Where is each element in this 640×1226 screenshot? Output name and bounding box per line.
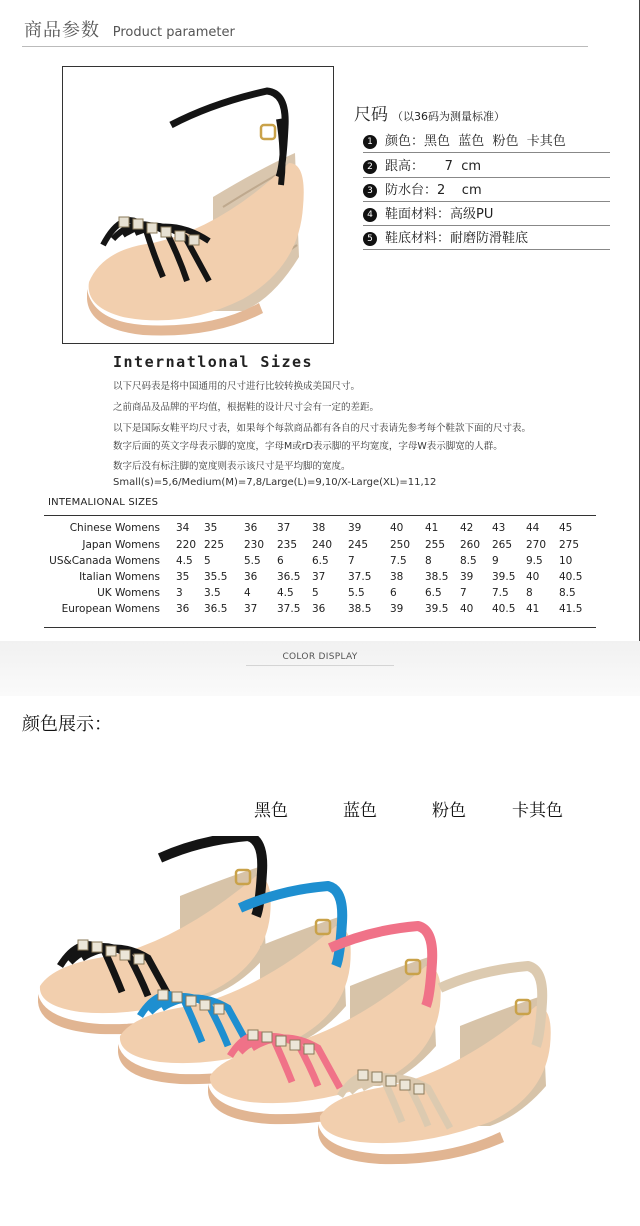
size-value-cell: 7 xyxy=(348,555,355,567)
size-value-cell: 3 xyxy=(176,587,183,599)
size-value-cell: 36.5 xyxy=(277,571,301,583)
size-row-label: Chinese Womens xyxy=(69,522,160,534)
size-value-cell: 8 xyxy=(526,587,533,599)
color-name-khaki: 卡其色 xyxy=(512,801,563,821)
size-table-row xyxy=(0,587,640,603)
size-value-cell: 9.5 xyxy=(526,555,543,567)
spec-subtitle: （以36码为测量标准） xyxy=(392,110,505,123)
size-value-cell: 43 xyxy=(492,522,506,534)
size-value-cell: 42 xyxy=(460,522,474,534)
size-row-label: US&Canada Womens xyxy=(49,555,160,567)
size-value-cell: 37 xyxy=(312,571,326,583)
size-value-cell: 34 xyxy=(176,522,190,534)
size-value-cell: 36 xyxy=(176,603,190,615)
size-table-top-rule xyxy=(44,515,596,516)
spec-row-text: 跟高： 7 cm xyxy=(385,159,482,174)
size-value-cell: 45 xyxy=(559,522,573,534)
header-title-cn: 商品参数 xyxy=(24,20,100,41)
size-value-cell: 38 xyxy=(312,522,326,534)
size-value-cell: 240 xyxy=(312,539,333,551)
spec-row-text: 鞋面材料：高级PU xyxy=(385,207,494,222)
size-table-row xyxy=(0,603,640,619)
size-value-cell: 38.5 xyxy=(348,603,372,615)
size-value-cell: 6.5 xyxy=(312,555,329,567)
size-table-label: INTEMALIONAL SIZES xyxy=(48,497,159,508)
spec-row-text: 鞋底材料：耐磨防滑鞋底 xyxy=(385,231,529,246)
size-value-cell: 220 xyxy=(176,539,197,551)
size-value-cell: 36.5 xyxy=(204,603,228,615)
size-value-cell: 40.5 xyxy=(559,571,583,583)
size-value-cell: 230 xyxy=(244,539,265,551)
size-value-cell: 245 xyxy=(348,539,369,551)
size-value-cell: 5.5 xyxy=(348,587,365,599)
size-value-cell: 38.5 xyxy=(425,571,449,583)
international-sizes-title: Internatlonal Sizes xyxy=(113,353,314,371)
size-value-cell: 6 xyxy=(390,587,397,599)
size-row-label: UK Womens xyxy=(97,587,160,599)
size-note: 以下是国际女鞋平均尺寸表，如果每个每款商品都有各自的尺寸表请先参考每个鞋款下面的尺寸表。 xyxy=(113,423,532,434)
size-value-cell: 36 xyxy=(312,603,326,615)
size-value-cell: 37.5 xyxy=(277,603,301,615)
spec-title xyxy=(354,100,505,125)
size-row-label: European Womens xyxy=(61,603,160,615)
header-divider xyxy=(22,46,588,47)
size-value-cell: 39 xyxy=(390,603,404,615)
size-note: 之前商品及品牌的平均值，根据鞋的设计尺寸会有一定的差距。 xyxy=(113,402,380,413)
spec-row-platform xyxy=(363,181,610,202)
size-value-cell: 37.5 xyxy=(348,571,372,583)
color-display-divider xyxy=(246,665,394,666)
size-value-cell: 260 xyxy=(460,539,481,551)
size-note: 数字后没有标注脚的宽度则表示该尺寸是平均脚的宽度。 xyxy=(113,461,351,472)
size-value-cell: 250 xyxy=(390,539,411,551)
size-value-cell: 38 xyxy=(390,571,404,583)
size-value-cell: 39 xyxy=(348,522,362,534)
size-table-row xyxy=(0,555,640,571)
size-table-row xyxy=(0,539,640,555)
size-value-cell: 37 xyxy=(277,522,291,534)
size-value-cell: 5 xyxy=(312,587,319,599)
size-note: 数字后面的英文字母表示脚的宽度，字母M或rD表示脚的平均宽度，字母W表示脚宽的人群。 xyxy=(113,441,503,452)
size-abbreviation-note: Small(s)=5,6/Medium(M)=7,8/Large(L)=9,10/X-Large(XL)=11,12 xyxy=(113,477,437,488)
color-display-heading: 颜色展示： xyxy=(22,714,112,735)
size-value-cell: 9 xyxy=(492,555,499,567)
size-value-cell: 35 xyxy=(176,571,190,583)
size-value-cell: 5 xyxy=(204,555,211,567)
size-value-cell: 3.5 xyxy=(204,587,221,599)
size-table-row xyxy=(0,571,640,587)
size-value-cell: 44 xyxy=(526,522,540,534)
size-value-cell: 265 xyxy=(492,539,513,551)
size-value-cell: 36 xyxy=(244,522,258,534)
size-value-cell: 7.5 xyxy=(492,587,509,599)
size-value-cell: 41.5 xyxy=(559,603,583,615)
size-value-cell: 39.5 xyxy=(492,571,516,583)
size-value-cell: 8.5 xyxy=(559,587,576,599)
size-value-cell: 8.5 xyxy=(460,555,477,567)
section-header xyxy=(24,16,235,42)
spec-row-text: 颜色：黑色 蓝色 粉色 卡其色 xyxy=(385,134,566,149)
size-value-cell: 41 xyxy=(425,522,439,534)
spec-number-badge: 1 xyxy=(363,135,377,149)
size-value-cell: 4 xyxy=(244,587,251,599)
spec-number-badge: 4 xyxy=(363,208,377,222)
size-value-cell: 41 xyxy=(526,603,540,615)
color-display-banner xyxy=(0,641,640,696)
size-value-cell: 255 xyxy=(425,539,446,551)
size-value-cell: 39.5 xyxy=(425,603,449,615)
spec-number-badge: 3 xyxy=(363,184,377,198)
size-note: 以下尺码表是将中国通用的尺寸进行比较转换成美国尺寸。 xyxy=(113,381,361,392)
spec-number-badge: 2 xyxy=(363,160,377,174)
size-value-cell: 235 xyxy=(277,539,298,551)
color-name-black: 黑色 xyxy=(254,801,288,821)
size-table-row xyxy=(0,522,640,538)
size-value-cell: 7 xyxy=(460,587,467,599)
size-value-cell: 5.5 xyxy=(244,555,261,567)
size-value-cell: 40 xyxy=(460,603,474,615)
size-value-cell: 10 xyxy=(559,555,573,567)
size-value-cell: 8 xyxy=(425,555,432,567)
spec-row-upper-material xyxy=(363,205,610,226)
spec-title-text: 尺码 xyxy=(354,105,388,125)
size-value-cell: 4.5 xyxy=(176,555,193,567)
color-display-label: COLOR DISPLAY xyxy=(282,652,358,662)
color-name-pink: 粉色 xyxy=(432,801,466,821)
color-variants-photo xyxy=(30,836,610,1206)
size-value-cell: 6.5 xyxy=(425,587,442,599)
size-value-cell: 36 xyxy=(244,571,258,583)
size-value-cell: 40.5 xyxy=(492,603,516,615)
size-value-cell: 35 xyxy=(204,522,218,534)
header-title-en: Product parameter xyxy=(112,25,235,40)
size-table-bottom-rule xyxy=(44,627,596,628)
size-value-cell: 7.5 xyxy=(390,555,407,567)
size-row-label: Italian Womens xyxy=(79,571,160,583)
size-value-cell: 225 xyxy=(204,539,225,551)
size-value-cell: 6 xyxy=(277,555,284,567)
size-value-cell: 37 xyxy=(244,603,258,615)
spec-number-badge: 5 xyxy=(363,232,377,246)
size-value-cell: 35.5 xyxy=(204,571,228,583)
size-value-cell: 39 xyxy=(460,571,474,583)
spec-row-text: 防水台：2 cm xyxy=(385,183,482,198)
size-row-label: Japan Womens xyxy=(82,539,160,551)
spec-row-sole-material xyxy=(363,229,610,250)
size-value-cell: 270 xyxy=(526,539,547,551)
size-value-cell: 40 xyxy=(526,571,540,583)
color-name-blue: 蓝色 xyxy=(343,801,377,821)
size-value-cell: 4.5 xyxy=(277,587,294,599)
spec-row-heel-height xyxy=(363,157,610,178)
product-photo-black-sandal xyxy=(62,66,334,344)
size-value-cell: 40 xyxy=(390,522,404,534)
spec-row-color xyxy=(363,132,610,153)
size-value-cell: 275 xyxy=(559,539,580,551)
